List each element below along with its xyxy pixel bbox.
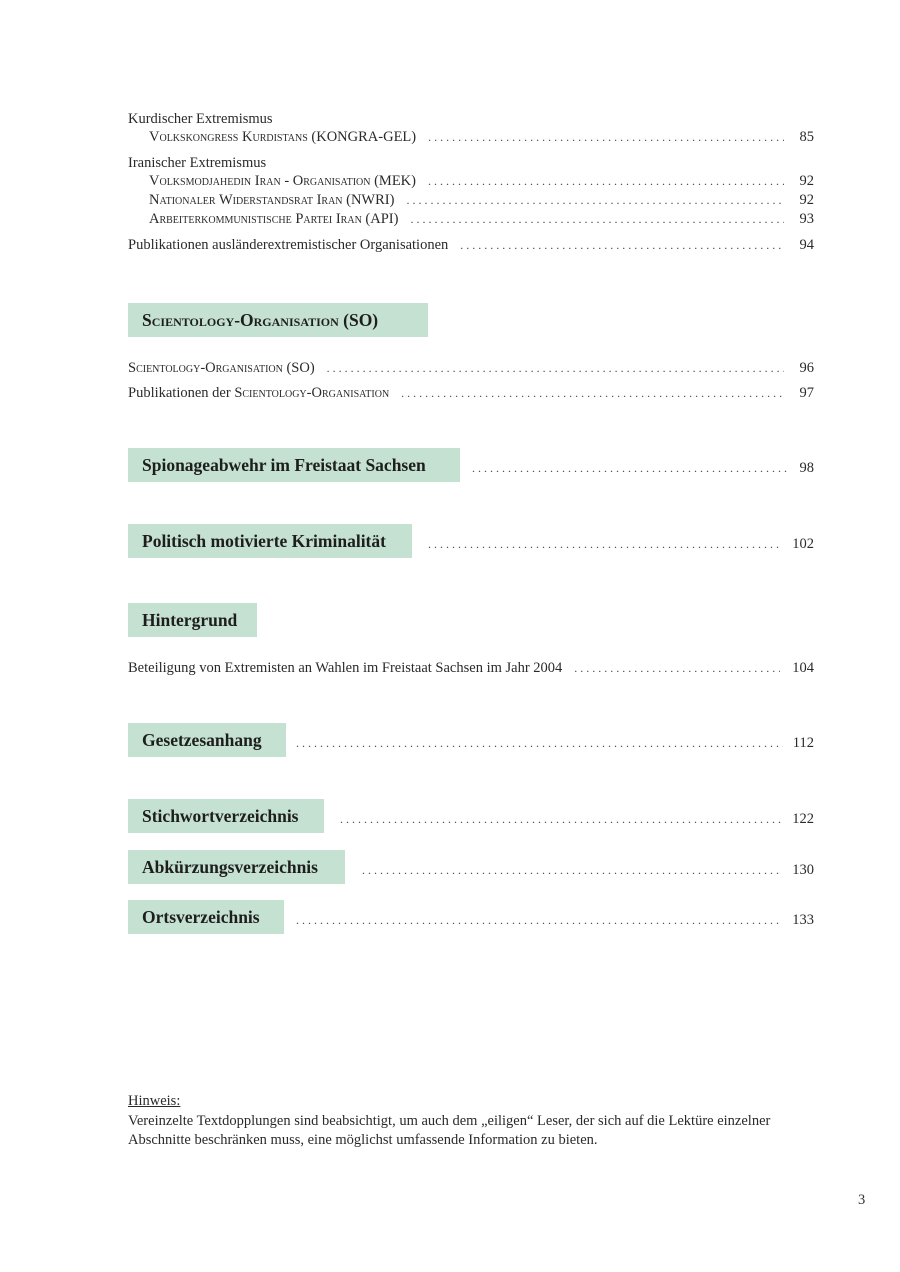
toc-entry-page: 122 [792, 811, 814, 827]
toc-entry-title: Scientology-Organisation (SO) [128, 360, 315, 376]
toc-entry-page: 96 [799, 360, 814, 376]
toc-entry-wahlen[interactable] [128, 659, 814, 677]
toc-entry-kongra-gel[interactable] [149, 128, 814, 146]
toc-entry-mek[interactable] [149, 172, 814, 190]
toc-entry-page: 94 [799, 237, 814, 253]
page-number: 3 [858, 1192, 866, 1208]
toc-entry-title: Publikationen ausländerextremistischer Organisationen [128, 237, 449, 253]
group-label-iranian: Iranischer Extremismus [128, 155, 267, 171]
toc-entry-title-prefix: Publikationen der [128, 385, 235, 401]
section-header-stichwortverzeichnis[interactable]: Stichwortverzeichnis [128, 799, 324, 833]
toc-entry-page: 112 [792, 735, 814, 751]
toc-entry-title: Nationaler Widerstandsrat Iran (NWRI) [149, 192, 395, 208]
toc-entry-title: Arbeiterkommunistische Partei Iran (API) [149, 211, 399, 227]
dot-leader [296, 913, 782, 928]
toc-entry-page: 133 [792, 912, 814, 928]
section-header-politisch-motivierte-kriminalitaet[interactable]: Politisch motivierte Kriminalität [128, 524, 412, 558]
toc-entry-nwri[interactable] [149, 191, 814, 209]
toc-entry-page: 98 [799, 460, 814, 476]
section-leader-gesetzesanhang [296, 735, 814, 752]
section-header-hintergrund[interactable]: Hintergrund [128, 603, 257, 637]
toc-entry-page: 104 [792, 660, 814, 676]
toc-entry-page: 92 [799, 192, 814, 208]
section-header-abkuerzungsverzeichnis[interactable]: Abkürzungsverzeichnis [128, 850, 345, 884]
section-header-spionageabwehr[interactable]: Spionageabwehr im Freistaat Sachsen [128, 448, 460, 482]
note-line-2: Abschnitte beschränken muss, eine möglichst umfassende Information zu bieten. [128, 1132, 598, 1148]
toc-entry-title: Volkskongress Kurdistans (KONGRA-GEL) [149, 129, 417, 145]
toc-entry-title-name: Scientology-Organisation [234, 385, 390, 401]
section-leader-spionageabwehr [472, 460, 814, 477]
dot-leader [340, 812, 782, 827]
toc-entry-page: 97 [799, 385, 814, 401]
section-leader-ortsverzeichnis [296, 912, 814, 929]
toc-entry-api[interactable] [149, 210, 814, 228]
dot-leader [574, 659, 780, 677]
section-leader-abkuerzungsverzeichnis [362, 862, 814, 879]
dot-leader [296, 736, 783, 751]
dot-leader [428, 172, 784, 190]
dot-leader [428, 128, 784, 146]
toc-entry-page: 85 [799, 129, 814, 145]
dot-leader [410, 210, 784, 228]
section-header-ortsverzeichnis[interactable]: Ortsverzeichnis [128, 900, 284, 934]
dot-leader [472, 461, 790, 476]
dot-leader [460, 236, 784, 254]
toc-entry-page: 93 [799, 211, 814, 227]
toc-entry-page: 92 [799, 173, 814, 189]
dot-leader [428, 537, 782, 552]
note-heading: Hinweis: [128, 1093, 181, 1109]
dot-leader [406, 191, 784, 209]
toc-entry-scientology[interactable] [128, 359, 814, 377]
section-header-scientology[interactable]: Scientology-Organisation (SO) [128, 303, 428, 337]
toc-entry-publikationen-scientology[interactable] [128, 384, 814, 402]
section-header-gesetzesanhang[interactable]: Gesetzesanhang [128, 723, 286, 757]
toc-entry-page: 102 [792, 536, 814, 552]
note-block [128, 1092, 818, 1151]
toc-entry-title [128, 384, 401, 402]
dot-leader [327, 359, 784, 377]
toc-entry-title: Beteiligung von Extremisten an Wahlen im Freistaat Sachsen im Jahr 2004 [128, 660, 563, 676]
toc-entry-page: 130 [792, 862, 814, 878]
section-leader-stichwortverzeichnis [340, 811, 814, 828]
dot-leader [362, 863, 782, 878]
section-leader-pmk [428, 536, 814, 553]
group-label-kurdish: Kurdischer Extremismus [128, 111, 273, 127]
note-line-1: Vereinzelte Textdopplungen sind beabsichtigt, um auch dem „eiligen“ Leser, der sich auf die Lektüre einzelner [128, 1112, 771, 1129]
toc-entry-title: Volksmodjahedin Iran - Organisation (MEK) [149, 173, 416, 189]
toc-entry-publikationen-auslaender[interactable] [128, 236, 814, 254]
dot-leader [401, 384, 784, 402]
